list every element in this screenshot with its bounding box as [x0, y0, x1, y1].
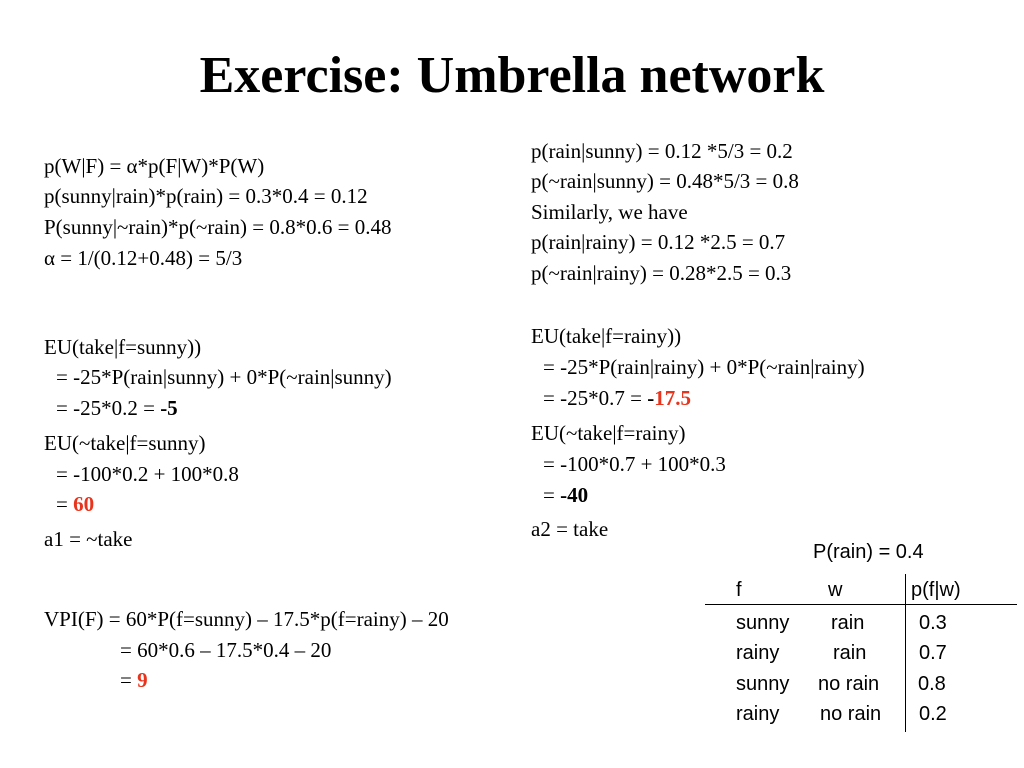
- eu-take-sunny-expr: = -25*P(rain|sunny) + 0*P(~rain|sunny): [56, 365, 392, 389]
- eu-take-rainy-value: 17.5: [654, 386, 691, 410]
- table-header-f: f: [736, 579, 742, 601]
- eu-notake-rainy-prefix: =: [543, 483, 561, 507]
- action-a1: a1 = ~take: [44, 527, 133, 551]
- table-column-divider: [905, 574, 906, 732]
- table-row-4-f: rainy: [736, 703, 780, 725]
- eu-take-rainy-result: [543, 386, 691, 410]
- eu-take-sunny-result: [56, 396, 178, 420]
- eu-notake-rainy-value: -40: [560, 483, 589, 507]
- rain-given-rainy: p(rain|rainy) = 0.12 *2.5 = 0.7: [531, 230, 786, 254]
- table-row-2-w: rain: [833, 642, 867, 664]
- sunny-norain-product: P(sunny|~rain)*p(~rain) = 0.8*0.6 = 0.48: [44, 215, 392, 239]
- bayes-formula: p(W|F) = α*p(F|W)*P(W): [44, 154, 265, 178]
- eu-notake-sunny-result: [56, 492, 94, 516]
- slide-title: Exercise: Umbrella network: [199, 47, 825, 104]
- table-row-1-f: sunny: [736, 612, 790, 634]
- sunny-rain-product: p(sunny|rain)*p(rain) = 0.3*0.4 = 0.12: [44, 184, 368, 208]
- eu-take-rainy-header: EU(take|f=rainy)): [531, 324, 682, 348]
- action-a2: a2 = take: [531, 517, 609, 541]
- eu-notake-rainy-expr: = -100*0.7 + 100*0.3: [543, 452, 726, 476]
- norain-given-sunny: p(~rain|sunny) = 0.48*5/3 = 0.8: [531, 169, 799, 193]
- table-row-4-w: no rain: [820, 703, 882, 725]
- eu-take-sunny-prefix: = -25*0.2 =: [56, 396, 161, 420]
- table-row-1-w: rain: [831, 612, 865, 634]
- eu-take-rainy-minus: -: [647, 386, 655, 410]
- table-header-w: w: [828, 579, 843, 601]
- table-row-1-p: 0.3: [919, 612, 947, 634]
- prior-rain: P(rain) = 0.4: [813, 541, 924, 563]
- eu-take-sunny-header: EU(take|f=sunny)): [44, 335, 202, 359]
- table-row-2-p: 0.7: [919, 642, 947, 664]
- table-header-pfw: p(f|w): [911, 579, 961, 601]
- vpi-line-1: VPI(F) = 60*P(f=sunny) – 17.5*p(f=rainy) – 20: [44, 607, 449, 631]
- eu-take-sunny-value: -5: [160, 396, 178, 420]
- similarly-text: Similarly, we have: [531, 200, 688, 224]
- table-row-3-f: sunny: [736, 673, 790, 695]
- eu-notake-sunny-header: EU(~take|f=sunny): [44, 431, 206, 455]
- eu-take-rainy-prefix: = -25*0.7 =: [543, 386, 648, 410]
- alpha-value: α = 1/(0.12+0.48) = 5/3: [44, 246, 243, 270]
- table-row-4-p: 0.2: [919, 703, 947, 725]
- table-row-3-p: 0.8: [918, 673, 946, 695]
- vpi-result: [120, 668, 148, 692]
- table-header-divider: [705, 604, 1017, 605]
- table-row-3-w: no rain: [818, 673, 880, 695]
- vpi-value: 9: [137, 668, 148, 692]
- eu-notake-rainy-header: EU(~take|f=rainy): [531, 421, 686, 445]
- table-row-2-f: rainy: [736, 642, 780, 664]
- rain-given-sunny: p(rain|sunny) = 0.12 *5/3 = 0.2: [531, 139, 793, 163]
- eu-take-rainy-expr: = -25*P(rain|rainy) + 0*P(~rain|rainy): [543, 355, 865, 379]
- eu-notake-rainy-result: [543, 483, 588, 507]
- eu-notake-sunny-expr: = -100*0.2 + 100*0.8: [56, 462, 239, 486]
- vpi-line-2: = 60*0.6 – 17.5*0.4 – 20: [120, 638, 332, 662]
- norain-given-rainy: p(~rain|rainy) = 0.28*2.5 = 0.3: [531, 261, 792, 285]
- eu-notake-sunny-value: 60: [73, 492, 95, 516]
- eu-notake-sunny-prefix: =: [56, 492, 74, 516]
- vpi-prefix: =: [120, 668, 138, 692]
